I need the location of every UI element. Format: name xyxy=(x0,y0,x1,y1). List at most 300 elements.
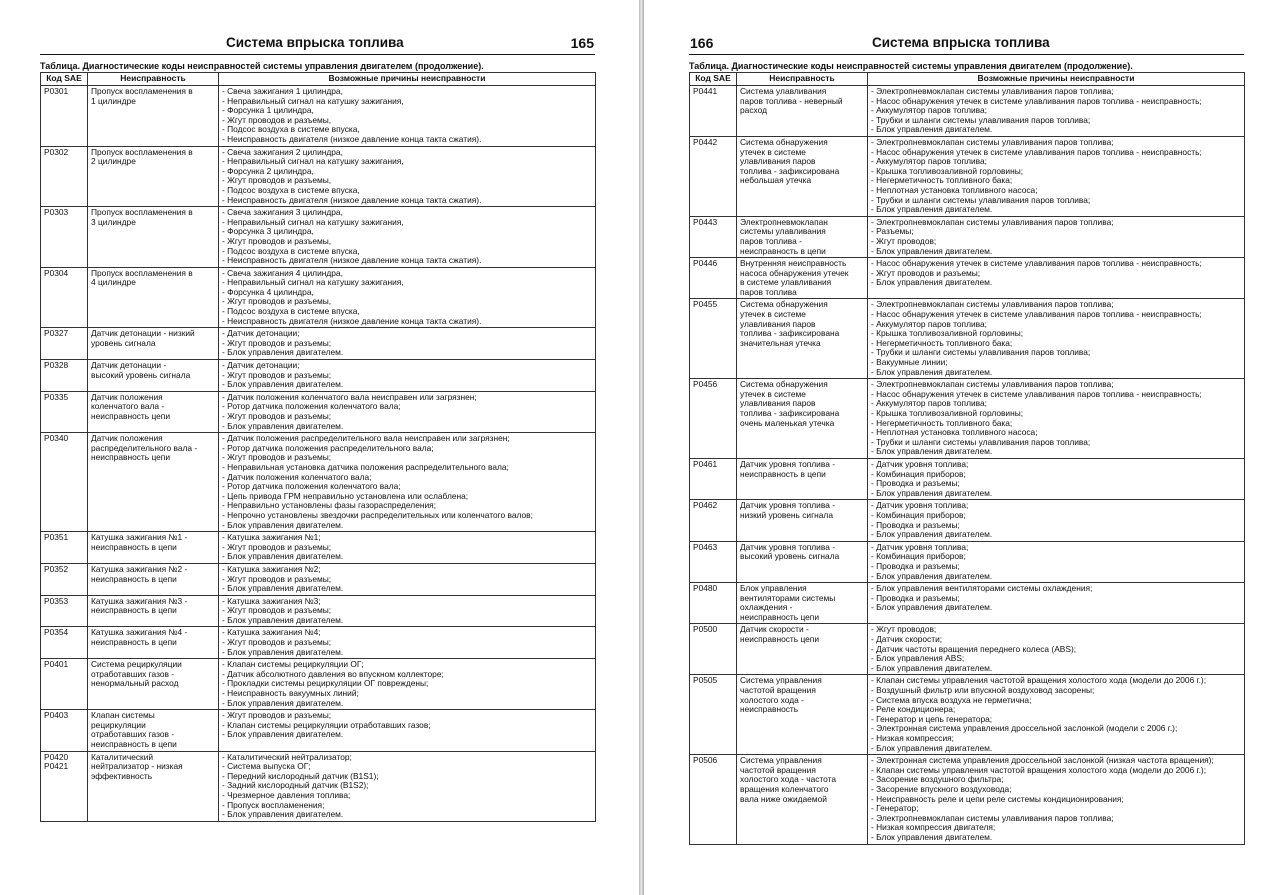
cause-line: - Генератор; xyxy=(871,804,919,814)
cause-line: - Блок управления двигателем. xyxy=(871,246,993,256)
causes-cell xyxy=(219,751,596,821)
cause-line: - Трубки и шланги системы улавливания паров топлива; xyxy=(871,348,1091,358)
sae-code: P0328 xyxy=(44,360,69,371)
causes-cell xyxy=(219,267,596,328)
cause-line: - Блок управления двигателем. xyxy=(871,743,993,753)
table-row xyxy=(41,146,596,207)
causes-cell xyxy=(868,500,1245,541)
fault-line: утечек в системе xyxy=(740,146,806,157)
cause-line: - Неправильный сигнал на катушку зажигания, xyxy=(222,217,404,227)
fault-line: паров топлива - xyxy=(740,235,802,246)
cause-line: - Насос обнаружения утечек в системе улавливания паров топлива - неисправность; xyxy=(871,259,1202,269)
cause-line: - Жгут проводов и разъемы, xyxy=(222,115,332,125)
table-caption: Таблица. Диагностические коды неисправностей системы управления двигателем (продолжение). xyxy=(40,61,484,71)
sae-code: P0480 xyxy=(693,583,718,594)
cause-line: - Аккумулятор паров топлива; xyxy=(871,157,988,167)
fault-line: неисправность цепи xyxy=(740,611,820,622)
sae-code: P0304 xyxy=(44,267,69,278)
code-cell xyxy=(41,627,88,659)
fault-line: Датчик детонации - низкий xyxy=(91,328,195,339)
cause-line: - Электропневмоклапан системы улавливания паров топлива; xyxy=(871,137,1114,147)
cause-line: - Форсунка 4 цилиндра, xyxy=(222,287,314,297)
fault-line: уровень сигнала xyxy=(91,337,156,348)
code-cell xyxy=(690,675,737,755)
cause-line: - Система выпуска ОГ; xyxy=(222,762,311,772)
fault-line: Катушка зажигания №1 - xyxy=(91,532,188,543)
cause-line: - Передний кислородный датчик (B1S1); xyxy=(222,771,379,781)
page-number: 165 xyxy=(570,35,594,51)
cause-line: - Насос обнаружения утечек в системе улавливания паров топлива - неисправность; xyxy=(871,96,1202,106)
cause-line: - Пропуск воспламенения; xyxy=(222,800,325,810)
cause-line: - Электронная система управления дроссельной заслонкой (модели с 2006 г.); xyxy=(871,724,1178,734)
fault-line: Пропуск воспламенения в xyxy=(91,146,193,157)
sae-code: P0353 xyxy=(44,595,69,606)
code-cell xyxy=(41,563,88,595)
fault-line: значительная утечка xyxy=(740,337,821,348)
cause-line: - Аккумулятор паров топлива; xyxy=(871,399,988,409)
fault-line: неисправность цепи xyxy=(740,634,820,645)
cause-line: - Датчик положения коленчатого вала; xyxy=(222,472,372,482)
table-row xyxy=(41,328,596,360)
fault-line: Датчик уровня топлива - xyxy=(740,458,835,469)
fault-line: паров топлива - неверный xyxy=(740,95,843,106)
fault-line: Внутренняя неисправность xyxy=(740,258,847,269)
cause-line: - Комбинация приборов; xyxy=(871,552,966,562)
left-page xyxy=(0,0,639,895)
fault-line: небольшая утечка xyxy=(740,175,812,186)
sae-code: P0462 xyxy=(693,500,718,511)
page-header xyxy=(40,34,595,55)
code-cell xyxy=(41,86,88,147)
causes-cell xyxy=(219,207,596,268)
causes-cell xyxy=(868,258,1245,299)
cause-line: - Неправильно установлены фазы газораспределения; xyxy=(222,501,437,511)
cause-line: - Датчик детонации; xyxy=(222,361,300,371)
fault-line: холостого хода - xyxy=(740,694,804,705)
causes-cell xyxy=(219,563,596,595)
table-header-row xyxy=(690,73,1245,86)
code-cell xyxy=(690,500,737,541)
fault-line: Клапан системы xyxy=(91,710,155,721)
page-title: Система впрыска топлива xyxy=(226,35,404,50)
cause-line: - Неисправность двигателя (низкое давление конца такта сжатия). xyxy=(222,195,482,205)
diagnostic-codes-table xyxy=(689,72,1245,845)
sae-code: P0303 xyxy=(44,207,69,218)
cause-line: - Насос обнаружения утечек в системе улавливания паров топлива - неисправность; xyxy=(871,147,1202,157)
causes-cell xyxy=(868,624,1245,675)
fault-cell xyxy=(737,583,868,624)
fault-line: отработавших газов - xyxy=(91,729,175,740)
cause-line: - Проводка и разъемы; xyxy=(871,593,960,603)
sae-code: P0463 xyxy=(693,541,718,552)
fault-cell xyxy=(737,379,868,459)
table-row xyxy=(41,360,596,392)
causes-cell xyxy=(868,136,1245,216)
cause-line: - Блок управления двигателем. xyxy=(222,380,344,390)
cause-line: - Жгут проводов и разъемы, xyxy=(222,236,332,246)
fault-line: частотой вращения xyxy=(740,685,816,696)
cause-line: - Блок управления двигателем. xyxy=(222,584,344,594)
sae-code: P0441 xyxy=(693,86,718,96)
fault-line: отработавших газов - xyxy=(91,668,175,679)
cause-line: - Подсос воздуха в системе впуска, xyxy=(222,185,360,195)
cause-line: - Блок управления двигателем. xyxy=(871,571,993,581)
cause-line: - Клапан системы рециркуляции отработавших газов; xyxy=(222,720,431,730)
causes-cell xyxy=(868,379,1245,459)
causes-cell xyxy=(868,675,1245,755)
cause-line: - Датчик уровня топлива; xyxy=(871,501,969,511)
cause-line: - Свеча зажигания 1 цилиндра, xyxy=(222,87,343,96)
cause-line: - Датчик уровня топлива; xyxy=(871,542,969,552)
cause-line: - Клапан системы рециркуляции ОГ; xyxy=(222,660,364,670)
cause-line: - Крышка топливозаливной горловины; xyxy=(871,329,1024,339)
sae-code: P0335 xyxy=(44,391,69,402)
cause-line: - Крышка топливозаливной горловины; xyxy=(871,166,1024,176)
cause-line: - Катушка зажигания №3; xyxy=(222,596,321,606)
code-cell xyxy=(690,379,737,459)
fault-cell xyxy=(88,267,219,328)
fault-line: неисправность в цепи xyxy=(740,245,826,256)
cause-line: - Подсос воздуха в системе впуска, xyxy=(222,125,360,135)
causes-cell xyxy=(868,299,1245,379)
fault-cell xyxy=(88,627,219,659)
causes-cell xyxy=(219,391,596,432)
cause-line: - Блок управления двигателем. xyxy=(871,832,993,842)
sae-code: P0354 xyxy=(44,627,69,638)
fault-line: Система обнаружения xyxy=(740,136,828,147)
cause-line: - Датчик положения распределительного вала неисправен или загрязнен; xyxy=(222,434,510,444)
code-cell xyxy=(41,595,88,627)
table-row xyxy=(690,136,1245,216)
causes-cell xyxy=(219,328,596,360)
cause-line: - Блок управления двигателем. xyxy=(222,421,344,431)
table-row xyxy=(41,563,596,595)
cause-line: - Жгут проводов и разъемы; xyxy=(222,711,332,721)
table-header-row xyxy=(41,73,596,86)
cause-line: - Блок управления двигателем. xyxy=(222,520,344,530)
fault-line: Датчик уровня топлива - xyxy=(740,500,835,511)
cause-line: - Воздушный фильтр или впускной воздуховод засорены; xyxy=(871,686,1095,696)
fault-cell xyxy=(737,299,868,379)
fault-line: насоса обнаружения утечек xyxy=(740,267,849,278)
fault-cell xyxy=(737,500,868,541)
sae-code: P0403 xyxy=(44,710,69,721)
fault-line: Катушка зажигания №3 - xyxy=(91,595,188,606)
sae-code: P0302 xyxy=(44,146,69,157)
fault-line: Датчик скорости - xyxy=(740,624,809,635)
causes-cell xyxy=(868,583,1245,624)
code-cell xyxy=(690,458,737,499)
code-cell xyxy=(41,146,88,207)
code-cell xyxy=(41,710,88,751)
fault-line: Система управления xyxy=(740,755,822,766)
fault-cell xyxy=(737,136,868,216)
causes-cell xyxy=(219,659,596,710)
cause-line: - Блок управления двигателем. xyxy=(871,488,993,498)
sae-code: P0446 xyxy=(693,258,718,269)
fault-line: неисправность в цепи xyxy=(91,739,177,749)
cause-line: - Жгут проводов и разъемы; xyxy=(222,412,332,421)
sae-code: P0500 xyxy=(693,624,718,635)
cause-line: - Блок управления двигателем. xyxy=(222,698,344,708)
fault-cell xyxy=(88,751,219,821)
column-header-fault: Неисправность xyxy=(88,73,219,86)
fault-line: холостого хода - частота xyxy=(740,774,837,785)
cause-line: - Насос обнаружения утечек в системе улавливания паров топлива - неисправность; xyxy=(871,389,1202,399)
page-header xyxy=(689,34,1244,55)
code-cell xyxy=(690,258,737,299)
fault-line: вентиляторами системы xyxy=(740,592,836,603)
fault-line: высокий уровень сигнала xyxy=(91,369,191,380)
fault-line: эффективность xyxy=(91,770,153,781)
code-cell xyxy=(41,433,88,532)
fault-cell xyxy=(88,532,219,564)
cause-line: - Комбинация приборов; xyxy=(871,469,966,479)
fault-line: топлива - зафиксирована xyxy=(740,408,840,418)
cause-line: - Неисправность двигателя (низкое давление конца такта сжатия). xyxy=(222,134,482,144)
cause-line: - Блок управления двигателем. xyxy=(222,810,344,820)
causes-cell xyxy=(868,216,1245,257)
cause-line: - Жгут проводов и разъемы; xyxy=(222,370,332,380)
cause-line: - Неисправность двигателя (низкое давление конца такта сжатия). xyxy=(222,316,482,326)
fault-line: 3 цилиндре xyxy=(91,216,136,227)
cause-line: - Электропневмоклапан системы улавливания паров топлива; xyxy=(871,217,1114,227)
code-cell xyxy=(41,360,88,392)
causes-cell xyxy=(219,532,596,564)
fault-line: Пропуск воспламенения в xyxy=(91,267,193,278)
table-row xyxy=(41,659,596,710)
cause-line: - Свеча зажигания 2 цилиндра, xyxy=(222,147,343,157)
cause-line: - Клапан системы управления частотой вращения холостого хода (модели до 2006 г.); xyxy=(871,765,1207,775)
cause-line: - Вакуумные линии; xyxy=(871,358,948,368)
cause-line: - Датчик положения коленчатого вала неисправен или загрязнен; xyxy=(222,392,477,402)
fault-line: Датчик детонации - xyxy=(91,360,167,371)
fault-line: Каталитический xyxy=(91,751,154,762)
cause-line: - Аккумулятор паров топлива; xyxy=(871,319,988,329)
fault-line: охлаждения - xyxy=(740,602,793,613)
fault-line: топлива - зафиксирована xyxy=(740,328,840,339)
fault-line: низкий уровень сигнала xyxy=(740,509,833,520)
cause-line: - Блок управления двигателем. xyxy=(871,367,993,377)
fault-line: Катушка зажигания №2 - xyxy=(91,563,188,574)
fault-cell xyxy=(737,541,868,582)
cause-line: - Блок управления двигателем. xyxy=(871,125,993,135)
cause-line: - Неплотная установка топливного насоса; xyxy=(871,185,1038,195)
fault-line: вала ниже ожидаемой xyxy=(740,793,827,804)
fault-line: системы улавливания xyxy=(740,226,826,237)
code-cell xyxy=(41,532,88,564)
cause-line: - Жгут проводов и разъемы; xyxy=(871,268,981,278)
cause-line: - Ротор датчика положения распределительного вала; xyxy=(222,443,434,453)
fault-line: Система обнаружения xyxy=(740,379,828,390)
cause-line: - Катушка зажигания №2; xyxy=(222,564,321,574)
right-page xyxy=(644,0,1282,895)
fault-line: нейтрализатор - низкая xyxy=(91,761,183,772)
causes-cell xyxy=(868,541,1245,582)
fault-line: ненормальный расход xyxy=(91,678,179,689)
code-cell xyxy=(690,136,737,216)
fault-cell xyxy=(88,328,219,360)
fault-cell xyxy=(737,624,868,675)
column-header-causes: Возможные причины неисправности xyxy=(219,73,596,86)
fault-line: неисправность в цепи xyxy=(740,468,826,479)
code-cell xyxy=(41,328,88,360)
table-row xyxy=(690,583,1245,624)
cause-line: - Жгут проводов; xyxy=(871,236,937,246)
cause-line: - Ротор датчика положения коленчатого вала; xyxy=(222,402,401,412)
cause-line: - Трубки и шланги системы улавливания паров топлива; xyxy=(871,115,1091,125)
cause-line: - Блок управления двигателем. xyxy=(871,663,993,673)
cause-line: - Датчик частоты вращения переднего колеса (ABS); xyxy=(871,644,1077,654)
column-header-code: Код SAE xyxy=(690,73,737,86)
fault-line: Пропуск воспламенения в xyxy=(91,86,193,96)
code-cell xyxy=(41,751,88,821)
cause-line: - Проводка и разъемы; xyxy=(871,479,960,489)
fault-cell xyxy=(88,86,219,147)
code-cell xyxy=(690,216,737,257)
code-cell xyxy=(41,267,88,328)
cause-line: - Блок управления двигателем. xyxy=(222,647,344,657)
cause-line: - Цепь привода ГРМ неправильно установлена или ослаблена; xyxy=(222,491,469,501)
cause-line: - Жгут проводов и разъемы; xyxy=(222,574,332,584)
table-row xyxy=(690,500,1245,541)
cause-line: - Жгут проводов; xyxy=(871,625,937,635)
cause-line: - Каталитический нейтрализатор; xyxy=(222,752,352,762)
fault-line: улавливания паров xyxy=(740,156,816,167)
fault-cell xyxy=(88,207,219,268)
cause-line: - Крышка топливозаливной горловины; xyxy=(871,409,1024,418)
fault-line: рециркуляции xyxy=(91,719,146,730)
cause-line: - Блок управления ABS; xyxy=(871,654,965,664)
cause-line: - Проводка и разъемы; xyxy=(871,561,960,571)
cause-line: - Неплотная установка топливного насоса; xyxy=(871,428,1038,438)
cause-line: - Негерметичность топливного бака; xyxy=(871,176,1013,186)
code-cell xyxy=(690,541,737,582)
fault-cell xyxy=(737,675,868,755)
fault-cell xyxy=(88,563,219,595)
column-header-code: Код SAE xyxy=(41,73,88,86)
cause-line: - Разъемы; xyxy=(871,227,914,237)
sae-code: P0505 xyxy=(693,675,718,686)
fault-line: Система обнаружения xyxy=(740,299,828,310)
cause-line: - Неисправность реле и цепи реле системы кондиционирования; xyxy=(871,794,1124,804)
table-row xyxy=(690,755,1245,844)
table-row xyxy=(41,391,596,432)
fault-line: утечек в системе xyxy=(740,388,806,399)
fault-cell xyxy=(88,433,219,532)
cause-line: - Комбинация приборов; xyxy=(871,510,966,520)
sae-code: P0442 xyxy=(693,136,718,147)
cause-line: - Блок управления двигателем. xyxy=(871,603,993,613)
cause-line: - Датчик детонации; xyxy=(222,329,300,339)
causes-cell xyxy=(219,86,596,147)
cause-line: - Свеча зажигания 3 цилиндра, xyxy=(222,208,343,218)
fault-line: неисправность цепи xyxy=(91,411,171,421)
fault-line: распределительного вала - xyxy=(91,442,198,453)
sae-code: P0301 xyxy=(44,86,69,96)
fault-line: очень маленькая утечка xyxy=(740,417,835,428)
table-row xyxy=(690,675,1245,755)
sae-code: P0352 xyxy=(44,563,69,574)
cause-line: - Жгут проводов и разъемы, xyxy=(222,297,332,307)
sae-code: P0420 xyxy=(44,751,69,762)
table-row xyxy=(41,433,596,532)
cause-line: - Негерметичность топливного бака; xyxy=(871,418,1013,428)
fault-line: Электропневмоклапан xyxy=(740,216,828,227)
table-row xyxy=(41,751,596,821)
cause-line: - Блок управления двигателем. xyxy=(871,447,993,457)
cause-line: - Жгут проводов и разъемы; xyxy=(222,338,332,348)
fault-line: 1 цилиндре xyxy=(91,95,136,106)
fault-cell xyxy=(88,360,219,392)
fault-line: высокий уровень сигнала xyxy=(740,551,840,562)
cause-line: - Засорение впускного воздуховода; xyxy=(871,784,1012,794)
cause-line: - Электропневмоклапан системы улавливания паров топлива; xyxy=(871,380,1114,390)
causes-cell xyxy=(219,710,596,751)
cause-line: - Непрочно установлены звездочки распределительных или коленчатого валов; xyxy=(222,510,533,520)
cause-line: - Блок управления двигателем. xyxy=(871,205,993,215)
causes-cell xyxy=(868,755,1245,844)
fault-line: паров топлива xyxy=(740,286,797,297)
cause-line: - Жгут проводов и разъемы; xyxy=(222,542,332,552)
fault-line: неисправность цепи xyxy=(91,452,171,463)
sae-code: P0401 xyxy=(44,659,69,670)
sae-code: P0461 xyxy=(693,458,718,469)
cause-line: - Блок управления двигателем. xyxy=(222,730,344,740)
fault-line: топлива - зафиксирована xyxy=(740,165,840,176)
cause-line: - Жгут проводов и разъемы; xyxy=(222,453,332,463)
code-cell xyxy=(690,86,737,137)
cause-line: - Электропневмоклапан системы улавливания паров топлива; xyxy=(871,87,1114,96)
cause-line: - Клапан системы управления частотой вращения холостого хода (модели до 2006 г.); xyxy=(871,676,1207,686)
fault-line: улавливания паров xyxy=(740,398,816,409)
table-caption: Таблица. Диагностические коды неисправностей системы управления двигателем (продолжение). xyxy=(689,61,1133,71)
cause-line: - Задний кислородный датчик (B1S2); xyxy=(222,781,369,791)
table-row xyxy=(41,267,596,328)
fault-line: неисправность xyxy=(740,704,799,715)
fault-line: неисправность в цепи xyxy=(91,605,177,616)
cause-line: - Форсунка 2 цилиндра, xyxy=(222,166,314,176)
table-row xyxy=(41,86,596,147)
causes-cell xyxy=(868,86,1245,137)
fault-line: Блок управления xyxy=(740,583,807,594)
causes-cell xyxy=(219,627,596,659)
table-row xyxy=(690,86,1245,137)
fault-line: частотой вращения xyxy=(740,764,816,775)
sae-code: P0456 xyxy=(693,379,718,390)
fault-line: неисправность в цепи xyxy=(91,573,177,584)
fault-line: Катушка зажигания №4 - xyxy=(91,627,188,638)
cause-line: - Засорение воздушного фильтра; xyxy=(871,775,1004,785)
table-row xyxy=(690,624,1245,675)
cause-line: - Блок управления вентиляторами системы охлаждения; xyxy=(871,584,1093,594)
table-row xyxy=(690,299,1245,379)
fault-cell xyxy=(737,216,868,257)
cause-line: - Низкая компрессия двигателя; xyxy=(871,823,996,833)
table-row xyxy=(41,627,596,659)
causes-cell xyxy=(219,360,596,392)
code-cell xyxy=(41,659,88,710)
fault-line: Система управления xyxy=(740,675,822,686)
cause-line: - Ротор датчика положения коленчатого вала; xyxy=(222,482,401,492)
fault-line: 2 цилиндре xyxy=(91,156,136,167)
cause-line: - Блок управления двигателем. xyxy=(222,615,344,625)
causes-cell xyxy=(219,146,596,207)
cause-line: - Чрезмерное давления топлива; xyxy=(222,790,351,800)
cause-line: - Катушка зажигания №4; xyxy=(222,628,321,638)
page-number: 166 xyxy=(690,35,714,51)
code-cell xyxy=(690,583,737,624)
